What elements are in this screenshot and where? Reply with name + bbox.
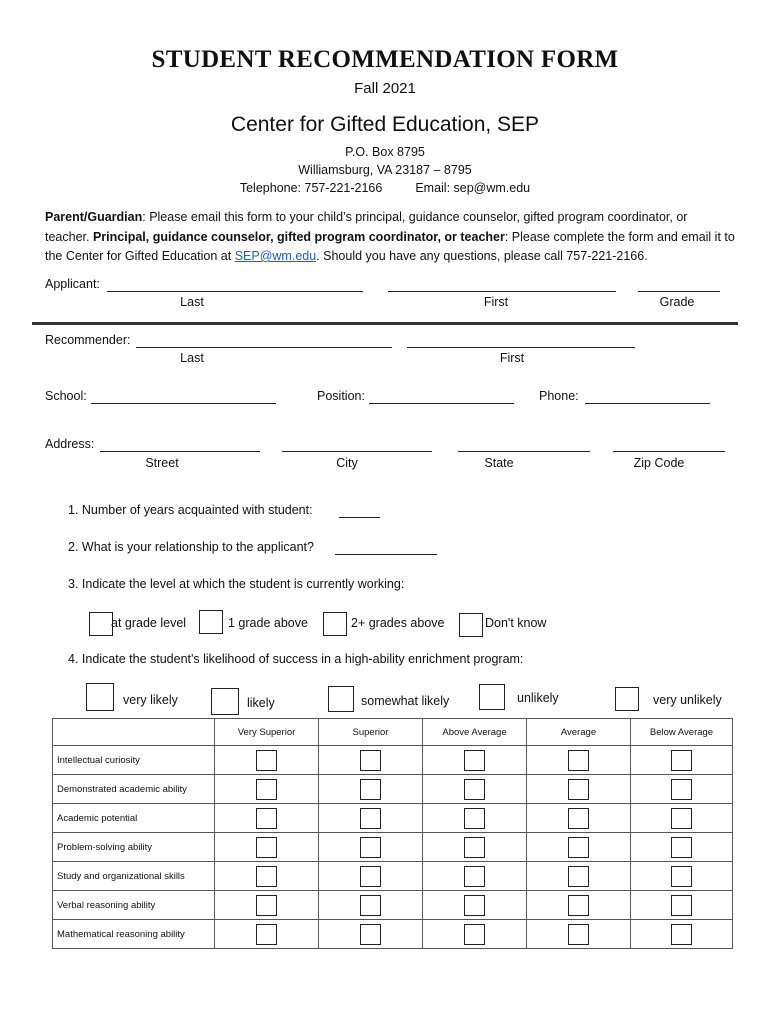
table-row [53, 775, 733, 804]
zip-field[interactable] [613, 451, 725, 452]
rating-cell [423, 920, 527, 949]
phone-field[interactable] [585, 403, 710, 404]
question-4: 4. Indicate the student's likelihood of success in a high-ability enrichment program: [68, 652, 524, 666]
position-field[interactable] [369, 403, 514, 404]
rating-cell [527, 862, 631, 891]
rating-checkbox[interactable] [464, 750, 485, 771]
table-row [53, 862, 733, 891]
row-label: Study and organizational skills [53, 862, 215, 891]
very-likely-checkbox[interactable] [86, 683, 114, 711]
unlikely-label: unlikely [517, 691, 559, 705]
rating-cell [423, 775, 527, 804]
dont-know-checkbox[interactable] [459, 613, 483, 637]
rating-checkbox[interactable] [360, 808, 381, 829]
table-row [53, 833, 733, 862]
at-grade-level-checkbox[interactable] [89, 612, 113, 636]
rating-cell [527, 746, 631, 775]
applicant-grade-field[interactable] [638, 291, 720, 292]
one-grade-above-checkbox[interactable] [199, 610, 223, 634]
somewhat-likely-checkbox[interactable] [328, 686, 354, 712]
rating-checkbox[interactable] [464, 866, 485, 887]
contact-line [0, 181, 770, 195]
rating-checkbox[interactable] [256, 808, 277, 829]
row-label: Problem-solving ability [53, 833, 215, 862]
city-field[interactable] [282, 451, 432, 452]
email: Email: sep@wm.edu [415, 181, 531, 195]
one-grade-above-label: 1 grade above [228, 616, 308, 630]
rating-cell [423, 804, 527, 833]
rating-cell [631, 804, 733, 833]
column-header: Average [527, 719, 631, 746]
instructions-paragraph [45, 208, 735, 267]
form-term: Fall 2021 [354, 80, 416, 97]
address-line-1: P.O. Box 8795 [345, 145, 425, 159]
rating-cell [631, 833, 733, 862]
school-label: School: [45, 389, 87, 403]
center-name: Center for Gifted Education, SEP [230, 113, 540, 136]
row-label: Demonstrated academic ability [53, 775, 215, 804]
likely-label: likely [247, 696, 275, 710]
rating-checkbox[interactable] [671, 895, 692, 916]
rating-checkbox[interactable] [256, 924, 277, 945]
applicant-grade-caption: Grade [659, 295, 695, 309]
closing-text: . Should you have any questions, please call 757-221-2166. [316, 249, 648, 263]
rating-checkbox[interactable] [464, 837, 485, 858]
rating-cell [215, 891, 319, 920]
rating-checkbox[interactable] [568, 895, 589, 916]
column-header: Below Average [631, 719, 733, 746]
recommender-label: Recommender: [45, 333, 131, 347]
phone-label: Phone: [539, 389, 579, 403]
question-3: 3. Indicate the level at which the student is currently working: [68, 577, 405, 591]
staff-label: Principal, guidance counselor, gifted program coordinator, or teacher [92, 229, 505, 244]
rating-cell [215, 746, 319, 775]
rating-checkbox[interactable] [256, 779, 277, 800]
table-row [53, 746, 733, 775]
table-row [53, 891, 733, 920]
rating-checkbox[interactable] [568, 779, 589, 800]
recommender-last-caption: Last [180, 351, 204, 365]
row-label: Academic potential [53, 804, 215, 833]
dont-know-label: Don't know [485, 616, 547, 630]
rating-checkbox[interactable] [360, 750, 381, 771]
rating-cell [319, 804, 423, 833]
rating-cell [215, 804, 319, 833]
rating-cell [319, 862, 423, 891]
rating-checkbox[interactable] [360, 779, 381, 800]
somewhat-likely-label: somewhat likely [361, 694, 450, 708]
rating-checkbox[interactable] [360, 924, 381, 945]
address-line-2: Williamsburg, VA 23187 – 8795 [298, 163, 472, 177]
position-label: Position: [317, 389, 365, 403]
form-title: STUDENT RECOMMENDATION FORM [151, 46, 619, 73]
two-grades-above-checkbox[interactable] [323, 612, 347, 636]
street-field[interactable] [100, 451, 260, 452]
rating-cell [631, 891, 733, 920]
rating-checkbox[interactable] [671, 866, 692, 887]
rating-cell [527, 920, 631, 949]
likely-checkbox[interactable] [211, 688, 239, 715]
applicant-label: Applicant: [45, 277, 100, 291]
rating-checkbox[interactable] [568, 750, 589, 771]
at-grade-level-label: at grade level [111, 616, 187, 630]
row-label: Intellectual curiosity [53, 746, 215, 775]
column-header: Very Superior [215, 719, 319, 746]
parent-text: : Please email this form to your child’s principal, guidance counselor, gifted program coordinator, or teacher. [45, 210, 688, 244]
years-acquainted-field[interactable] [339, 517, 380, 518]
rating-cell [631, 746, 733, 775]
rating-cell [215, 920, 319, 949]
row-label: Verbal reasoning ability [53, 891, 215, 920]
rating-checkbox[interactable] [671, 779, 692, 800]
very-likely-label: very likely [123, 693, 178, 707]
rating-cell [215, 833, 319, 862]
rating-cell [423, 891, 527, 920]
street-caption: Street [145, 456, 179, 470]
address-label: Address: [45, 437, 95, 451]
rating-cell [423, 862, 527, 891]
parent-label: Parent/Guardian [45, 210, 143, 224]
table-row [53, 804, 733, 833]
rating-cell [319, 891, 423, 920]
rating-table-header [53, 719, 733, 746]
state-field[interactable] [458, 451, 590, 452]
rating-checkbox[interactable] [568, 808, 589, 829]
header-blank [53, 719, 215, 746]
unlikely-checkbox[interactable] [479, 684, 505, 710]
rating-cell [319, 833, 423, 862]
rating-cell [215, 862, 319, 891]
rating-cell [631, 775, 733, 804]
rating-cell [527, 833, 631, 862]
rating-checkbox[interactable] [360, 895, 381, 916]
rating-checkbox[interactable] [256, 895, 277, 916]
state-caption: State [484, 456, 514, 470]
relationship-field[interactable] [335, 554, 437, 555]
zip-caption: Zip Code [633, 456, 685, 470]
rating-cell [423, 833, 527, 862]
school-field[interactable] [91, 403, 276, 404]
question-2: 2. What is your relationship to the applicant? [68, 540, 314, 554]
rating-checkbox[interactable] [464, 779, 485, 800]
telephone: Telephone: 757-221-2166 [239, 181, 383, 195]
rating-cell [215, 775, 319, 804]
rating-checkbox[interactable] [671, 924, 692, 945]
section-divider [32, 322, 738, 325]
recommender-first-caption: First [499, 351, 525, 365]
rating-cell [631, 920, 733, 949]
rating-cell [423, 746, 527, 775]
column-header: Superior [319, 719, 423, 746]
rating-checkbox[interactable] [256, 837, 277, 858]
applicant-last-caption: Last [180, 295, 204, 309]
applicant-first-field[interactable] [388, 291, 616, 292]
table-row [53, 920, 733, 949]
rating-checkbox[interactable] [671, 837, 692, 858]
staff-text: : Please complete the form and email it to the Center for Gifted Education at [45, 229, 735, 263]
rating-checkbox[interactable] [568, 924, 589, 945]
column-header: Above Average [423, 719, 527, 746]
recommender-last-field[interactable] [136, 347, 392, 348]
rating-cell [527, 891, 631, 920]
recommender-first-field[interactable] [407, 347, 635, 348]
rating-checkbox[interactable] [464, 895, 485, 916]
rating-checkbox[interactable] [464, 808, 485, 829]
rating-cell [319, 746, 423, 775]
row-label: Mathematical reasoning ability [53, 920, 215, 949]
very-unlikely-checkbox[interactable] [615, 687, 639, 711]
rating-checkbox[interactable] [464, 924, 485, 945]
rating-checkbox[interactable] [671, 808, 692, 829]
very-unlikely-label: very unlikely [653, 693, 722, 707]
applicant-last-field[interactable] [107, 291, 363, 292]
rating-cell [319, 775, 423, 804]
question-1: 1. Number of years acquainted with student: [68, 503, 313, 517]
city-caption: City [336, 456, 358, 470]
rating-checkbox[interactable] [568, 866, 589, 887]
rating-checkbox[interactable] [360, 866, 381, 887]
rating-cell [527, 775, 631, 804]
two-grades-above-label: 2+ grades above [351, 616, 445, 630]
rating-checkbox[interactable] [671, 750, 692, 771]
email-link[interactable]: SEP@wm.edu [234, 249, 317, 263]
applicant-first-caption: First [483, 295, 509, 309]
rating-cell [631, 862, 733, 891]
rating-checkbox[interactable] [360, 837, 381, 858]
rating-table [52, 718, 733, 949]
rating-cell [527, 804, 631, 833]
rating-cell [319, 920, 423, 949]
rating-checkbox[interactable] [256, 750, 277, 771]
rating-checkbox[interactable] [568, 837, 589, 858]
rating-checkbox[interactable] [256, 866, 277, 887]
